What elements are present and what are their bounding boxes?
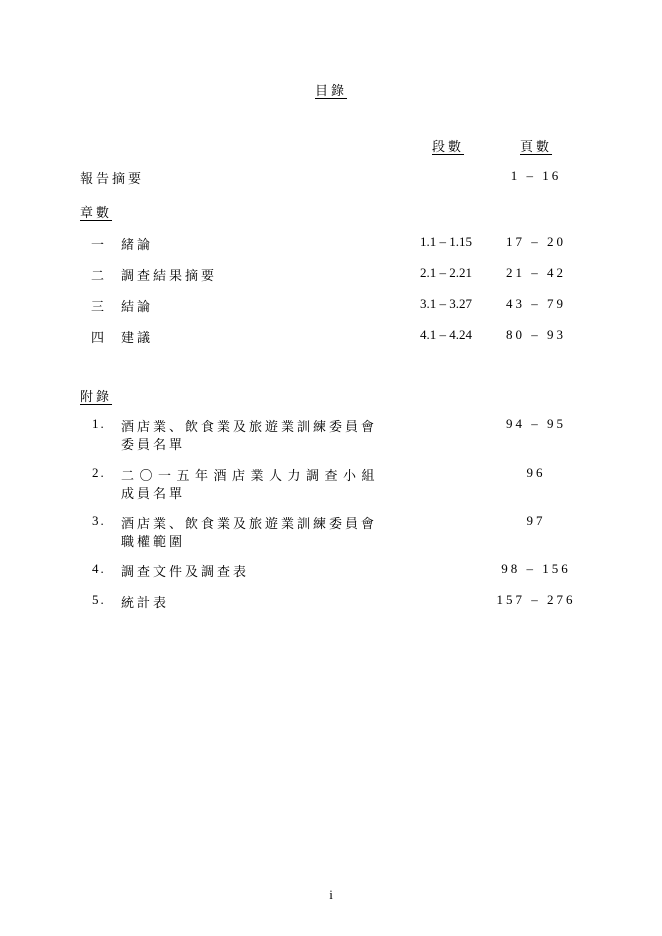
appendix-title-line1: 酒店業、飲食業及旅遊業訓練委員會 — [121, 420, 378, 435]
appendix-title-line1: 二〇一五年酒店業人力調查小組 — [121, 469, 381, 484]
chapter-number: 二 — [91, 269, 105, 284]
chapter-number: 三 — [91, 300, 105, 315]
appendix-heading: 附錄 — [80, 390, 113, 405]
summary-pages: 1 – 16 — [510, 168, 562, 183]
chapter-paragraphs: 3.1 – 3.27 — [420, 296, 472, 311]
chapter-pages: 80 – 93 — [506, 327, 566, 342]
appendix-pages: 97 — [526, 513, 546, 528]
appendix-title-line2: 成員名單 — [121, 487, 186, 502]
appendix-number: 1. — [92, 416, 106, 431]
appendix-number: 3. — [92, 513, 106, 528]
chapter-title: 建議 — [121, 331, 154, 346]
appendix-number: 4. — [92, 561, 106, 576]
chapter-title: 調查結果摘要 — [121, 269, 218, 284]
appendix-pages: 94 – 95 — [506, 416, 566, 431]
appendix-title-line1: 統計表 — [121, 596, 170, 611]
appendix-pages: 98 – 156 — [501, 561, 571, 576]
appendix-number: 5. — [92, 592, 106, 607]
summary-label: 報告摘要 — [80, 172, 145, 187]
appendix-pages: 96 — [526, 465, 546, 480]
appendix-title-line2: 職權範圍 — [121, 535, 186, 550]
chapter-pages: 43 – 79 — [506, 296, 566, 311]
paragraphs-column-header: 段數 — [432, 140, 465, 155]
page-number: i — [329, 887, 333, 902]
appendix-title-line2: 委員名單 — [121, 438, 186, 453]
chapter-paragraphs: 4.1 – 4.24 — [420, 327, 472, 342]
appendix-number: 2. — [92, 465, 106, 480]
chapter-title: 結論 — [121, 300, 154, 315]
page-title: 目錄 — [315, 84, 348, 99]
chapter-number: 一 — [91, 238, 105, 253]
pages-column-header: 頁數 — [520, 140, 553, 155]
chapter-number: 四 — [91, 331, 105, 346]
chapter-title: 緒論 — [121, 238, 154, 253]
appendix-pages: 157 – 276 — [496, 592, 576, 607]
chapters-heading: 章數 — [80, 206, 113, 221]
chapter-pages: 17 – 20 — [506, 234, 566, 249]
appendix-title-line1: 調查文件及調查表 — [121, 565, 250, 580]
chapter-paragraphs: 1.1 – 1.15 — [420, 234, 472, 249]
chapter-paragraphs: 2.1 – 2.21 — [420, 265, 472, 280]
appendix-title-line1: 酒店業、飲食業及旅遊業訓練委員會 — [121, 517, 378, 532]
chapter-pages: 21 – 42 — [506, 265, 566, 280]
